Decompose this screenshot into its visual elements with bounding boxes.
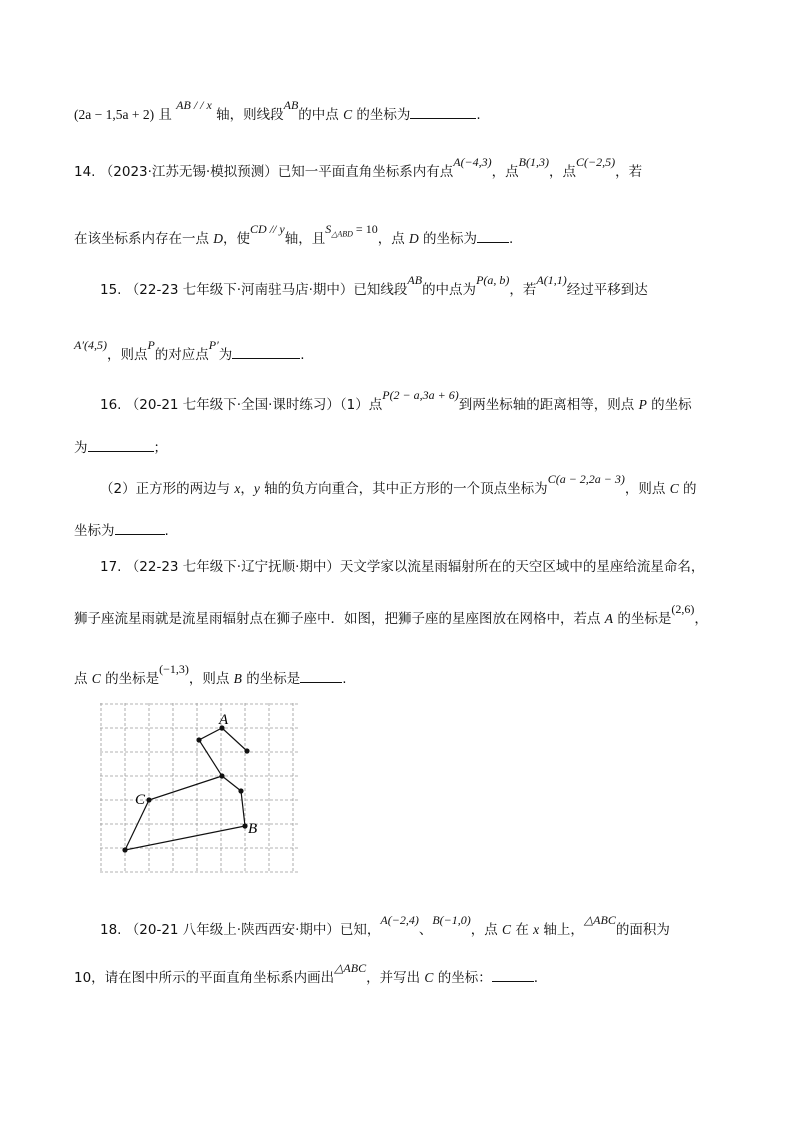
star-b	[242, 823, 247, 828]
q15-math-p: P(a, b)	[476, 273, 510, 287]
q15-text-7: 为	[218, 347, 233, 363]
q13-text-2: 轴，则线段	[216, 107, 284, 123]
q16-line-1	[100, 388, 692, 413]
q16-var-c: C	[669, 481, 679, 496]
q18-line2-text-3: 的坐标：	[433, 970, 492, 986]
q15-math-p-prime: P′	[208, 338, 219, 352]
q18-text-2: ，点	[470, 922, 503, 938]
q16-part1: （1）点	[339, 397, 383, 413]
q16-var-x: x	[234, 481, 241, 496]
q15-source: （22-23 七年级下·河南驻马店·期中）	[125, 282, 354, 298]
q16-line-4	[74, 519, 169, 539]
q18-text-1: 已知，	[339, 922, 381, 938]
q16-text-6: 的	[678, 481, 697, 497]
q13-math-point: (2a − 1,5a + 2)	[74, 107, 155, 122]
q16-number: 16.	[100, 397, 122, 413]
q17-number: 17.	[100, 559, 122, 575]
star	[196, 737, 201, 742]
q14-point-c: C(−2,5)	[575, 155, 616, 169]
star	[244, 748, 249, 753]
q18-text-3: 在	[511, 922, 534, 938]
q13-answer-blank[interactable]	[410, 106, 476, 119]
q17-line2-text-2: 的坐标是	[613, 611, 672, 627]
q16-line2-text: 为	[74, 440, 88, 456]
q16-answer-blank-1[interactable]	[88, 439, 154, 452]
q13-text-1: 且	[158, 107, 172, 123]
q16-line4-text: 坐标为	[74, 523, 115, 539]
q15-math-ab: AB	[407, 273, 423, 287]
q17-line2-text-3: ，	[694, 611, 708, 627]
q14-area-value: = 10	[352, 222, 378, 236]
q16-text-2: 的坐标	[646, 397, 692, 413]
q14-point-b: B(1,3)	[518, 155, 549, 169]
q14-line2-text-3: 轴，且	[284, 231, 326, 247]
q14-math-area	[325, 222, 378, 239]
q18-number: 18.	[100, 922, 122, 938]
q16-source: （20-21 七年级下·全国·课时练习）	[125, 397, 340, 413]
q17-line3-text-3: ，则点	[188, 671, 234, 687]
q14-answer-blank[interactable]	[477, 230, 509, 243]
q14-line2-text-1: 在该坐标系内存在一点	[74, 231, 214, 247]
q14-area-s: S	[325, 222, 332, 236]
q18-var-x: x	[533, 922, 540, 937]
q14-point-a: A(−4,3)	[453, 155, 492, 169]
constellation-stars	[122, 725, 249, 852]
q14-var-d: D	[213, 231, 224, 246]
q18-var-c-2: C	[424, 970, 434, 985]
q17-line3-text-2: 的坐标是	[100, 671, 160, 687]
q17-source: （22-23 七年级下·辽宁抚顺·期中）	[125, 559, 340, 575]
q18-line2-text-1: 10，请在图中所示的平面直角坐标系内画出	[74, 970, 335, 986]
q16-answer-blank-2[interactable]	[115, 522, 165, 535]
q15-text-4: 经过平移到达	[566, 282, 648, 298]
q18-answer-blank[interactable]	[492, 969, 534, 982]
q15-number: 15.	[100, 282, 122, 298]
label-a: A	[219, 712, 229, 728]
q17-line-1	[100, 555, 704, 575]
q15-text-1: 已知线段	[353, 282, 408, 298]
q16-text-3: ，	[240, 481, 254, 497]
star	[238, 788, 243, 793]
q14-math-cd-parallel: CD // y	[250, 222, 285, 236]
q17-var-c: C	[91, 671, 101, 686]
q18-source: （20-21 八年级上·陕西西安·期中）	[125, 922, 340, 938]
label-c: C	[135, 792, 146, 808]
q14-line2-text-5: 的坐标为	[418, 231, 478, 247]
q15-math-a: A(1,1)	[536, 273, 567, 287]
q16-var-p: P	[638, 397, 647, 412]
q15-text-2: 的中点为	[422, 282, 477, 298]
q15-math-a-prime: A′(4,5)	[74, 338, 107, 352]
figure-grid	[100, 703, 298, 873]
q16-part2: （2）正方形的两边与	[100, 481, 235, 497]
q16-text-1: 到两坐标轴的距离相等，则点	[458, 397, 639, 413]
q18-math-b: B(−1,0)	[432, 913, 471, 927]
star	[219, 773, 224, 778]
q17-var-a: A	[604, 611, 614, 626]
constellation-outline	[125, 728, 247, 850]
q17-var-b: B	[233, 671, 242, 686]
q18-math-triangle: △ABC	[583, 913, 616, 927]
q13-math-parallel: AB / / x	[176, 98, 212, 112]
q16-line2-end: ；	[153, 440, 167, 456]
q14-text-1: 已知一平面直角坐标系内有点	[277, 164, 454, 180]
q14-line2-text-4: ，点	[377, 231, 409, 247]
q17-line3-text-4: 的坐标是	[241, 671, 301, 687]
star	[122, 847, 127, 852]
q18-sep: 、	[418, 922, 433, 938]
label-b: B	[248, 821, 258, 837]
q16-line-2	[74, 436, 167, 456]
q17-answer-blank[interactable]	[300, 670, 342, 683]
q14-line-1	[74, 155, 643, 180]
q18-line2-text-2: ，并写出	[366, 970, 425, 986]
q14-end: .	[509, 231, 514, 247]
q15-text-6: 的对应点	[154, 347, 209, 363]
q15-text-3: ，若	[509, 282, 537, 298]
q15-math-p-plain: P	[147, 338, 155, 352]
q16-text-4: 轴的负方向重合，其中正方形的一个顶点坐标为	[259, 481, 548, 497]
q15-text-5: ，则点	[106, 347, 148, 363]
q16-text-5: ，则点	[624, 481, 670, 497]
star-c	[146, 797, 151, 802]
q15-answer-blank[interactable]	[232, 346, 300, 359]
q13-text-3: 的中点	[298, 107, 344, 123]
q16-var-y: y	[253, 481, 260, 496]
q14-number: 14.	[74, 164, 96, 180]
q14-line2-text-2: ，使	[223, 231, 251, 247]
q15-line-2	[74, 338, 305, 363]
leo-constellation-figure	[100, 703, 300, 875]
q14-area-sub: △ABD	[331, 229, 353, 239]
q18-line-2	[74, 961, 538, 986]
q15-line-1	[100, 273, 648, 298]
q13-text-4: 的坐标为	[352, 107, 411, 123]
q17-end: .	[342, 671, 347, 687]
q17-line-2	[74, 602, 708, 627]
q16-end: .	[164, 523, 169, 539]
q16-math-p: P(2 − a,3a + 6)	[382, 388, 459, 402]
q17-line-3	[74, 662, 347, 687]
q18-text-5: 的面积为	[615, 922, 670, 938]
q16-line-3	[100, 472, 697, 497]
q17-math-c: (−1,3)	[159, 662, 189, 676]
q14-text-2: ，若	[615, 164, 643, 180]
q14-sep-2: ，点	[548, 164, 576, 180]
q17-text-1: 天文学家以流星雨辐射所在的天空区域中的星座给流星命名，	[339, 559, 705, 575]
q14-sep-1: ，点	[491, 164, 519, 180]
q13-end: .	[476, 107, 481, 123]
q14-source: （2023·江苏无锡·模拟预测）	[99, 164, 278, 180]
q13-var-c: C	[343, 107, 353, 122]
q14-line-2	[74, 222, 514, 248]
q18-math-triangle-2: △ABC	[334, 961, 367, 975]
q16-math-c: C(a − 2,2a − 3)	[547, 472, 625, 486]
q15-end: .	[300, 347, 305, 363]
q14-var-d-2: D	[409, 231, 419, 246]
q13-math-ab: AB	[283, 98, 299, 112]
q17-math-a: (2,6)	[671, 602, 695, 616]
q17-line3-text-1: 点	[74, 671, 92, 687]
q18-end: .	[533, 970, 538, 986]
q18-text-4: 轴上，	[539, 922, 584, 938]
q18-line-1	[100, 913, 670, 938]
q18-math-a: A(−2,4)	[380, 913, 419, 927]
q17-line2-text-1: 狮子座流星雨就是流星雨辐射点在狮子座中．如图，把狮子座的星座图放在网格中，若点	[74, 611, 605, 627]
q18-var-c: C	[502, 922, 512, 937]
q13-line	[74, 98, 481, 123]
